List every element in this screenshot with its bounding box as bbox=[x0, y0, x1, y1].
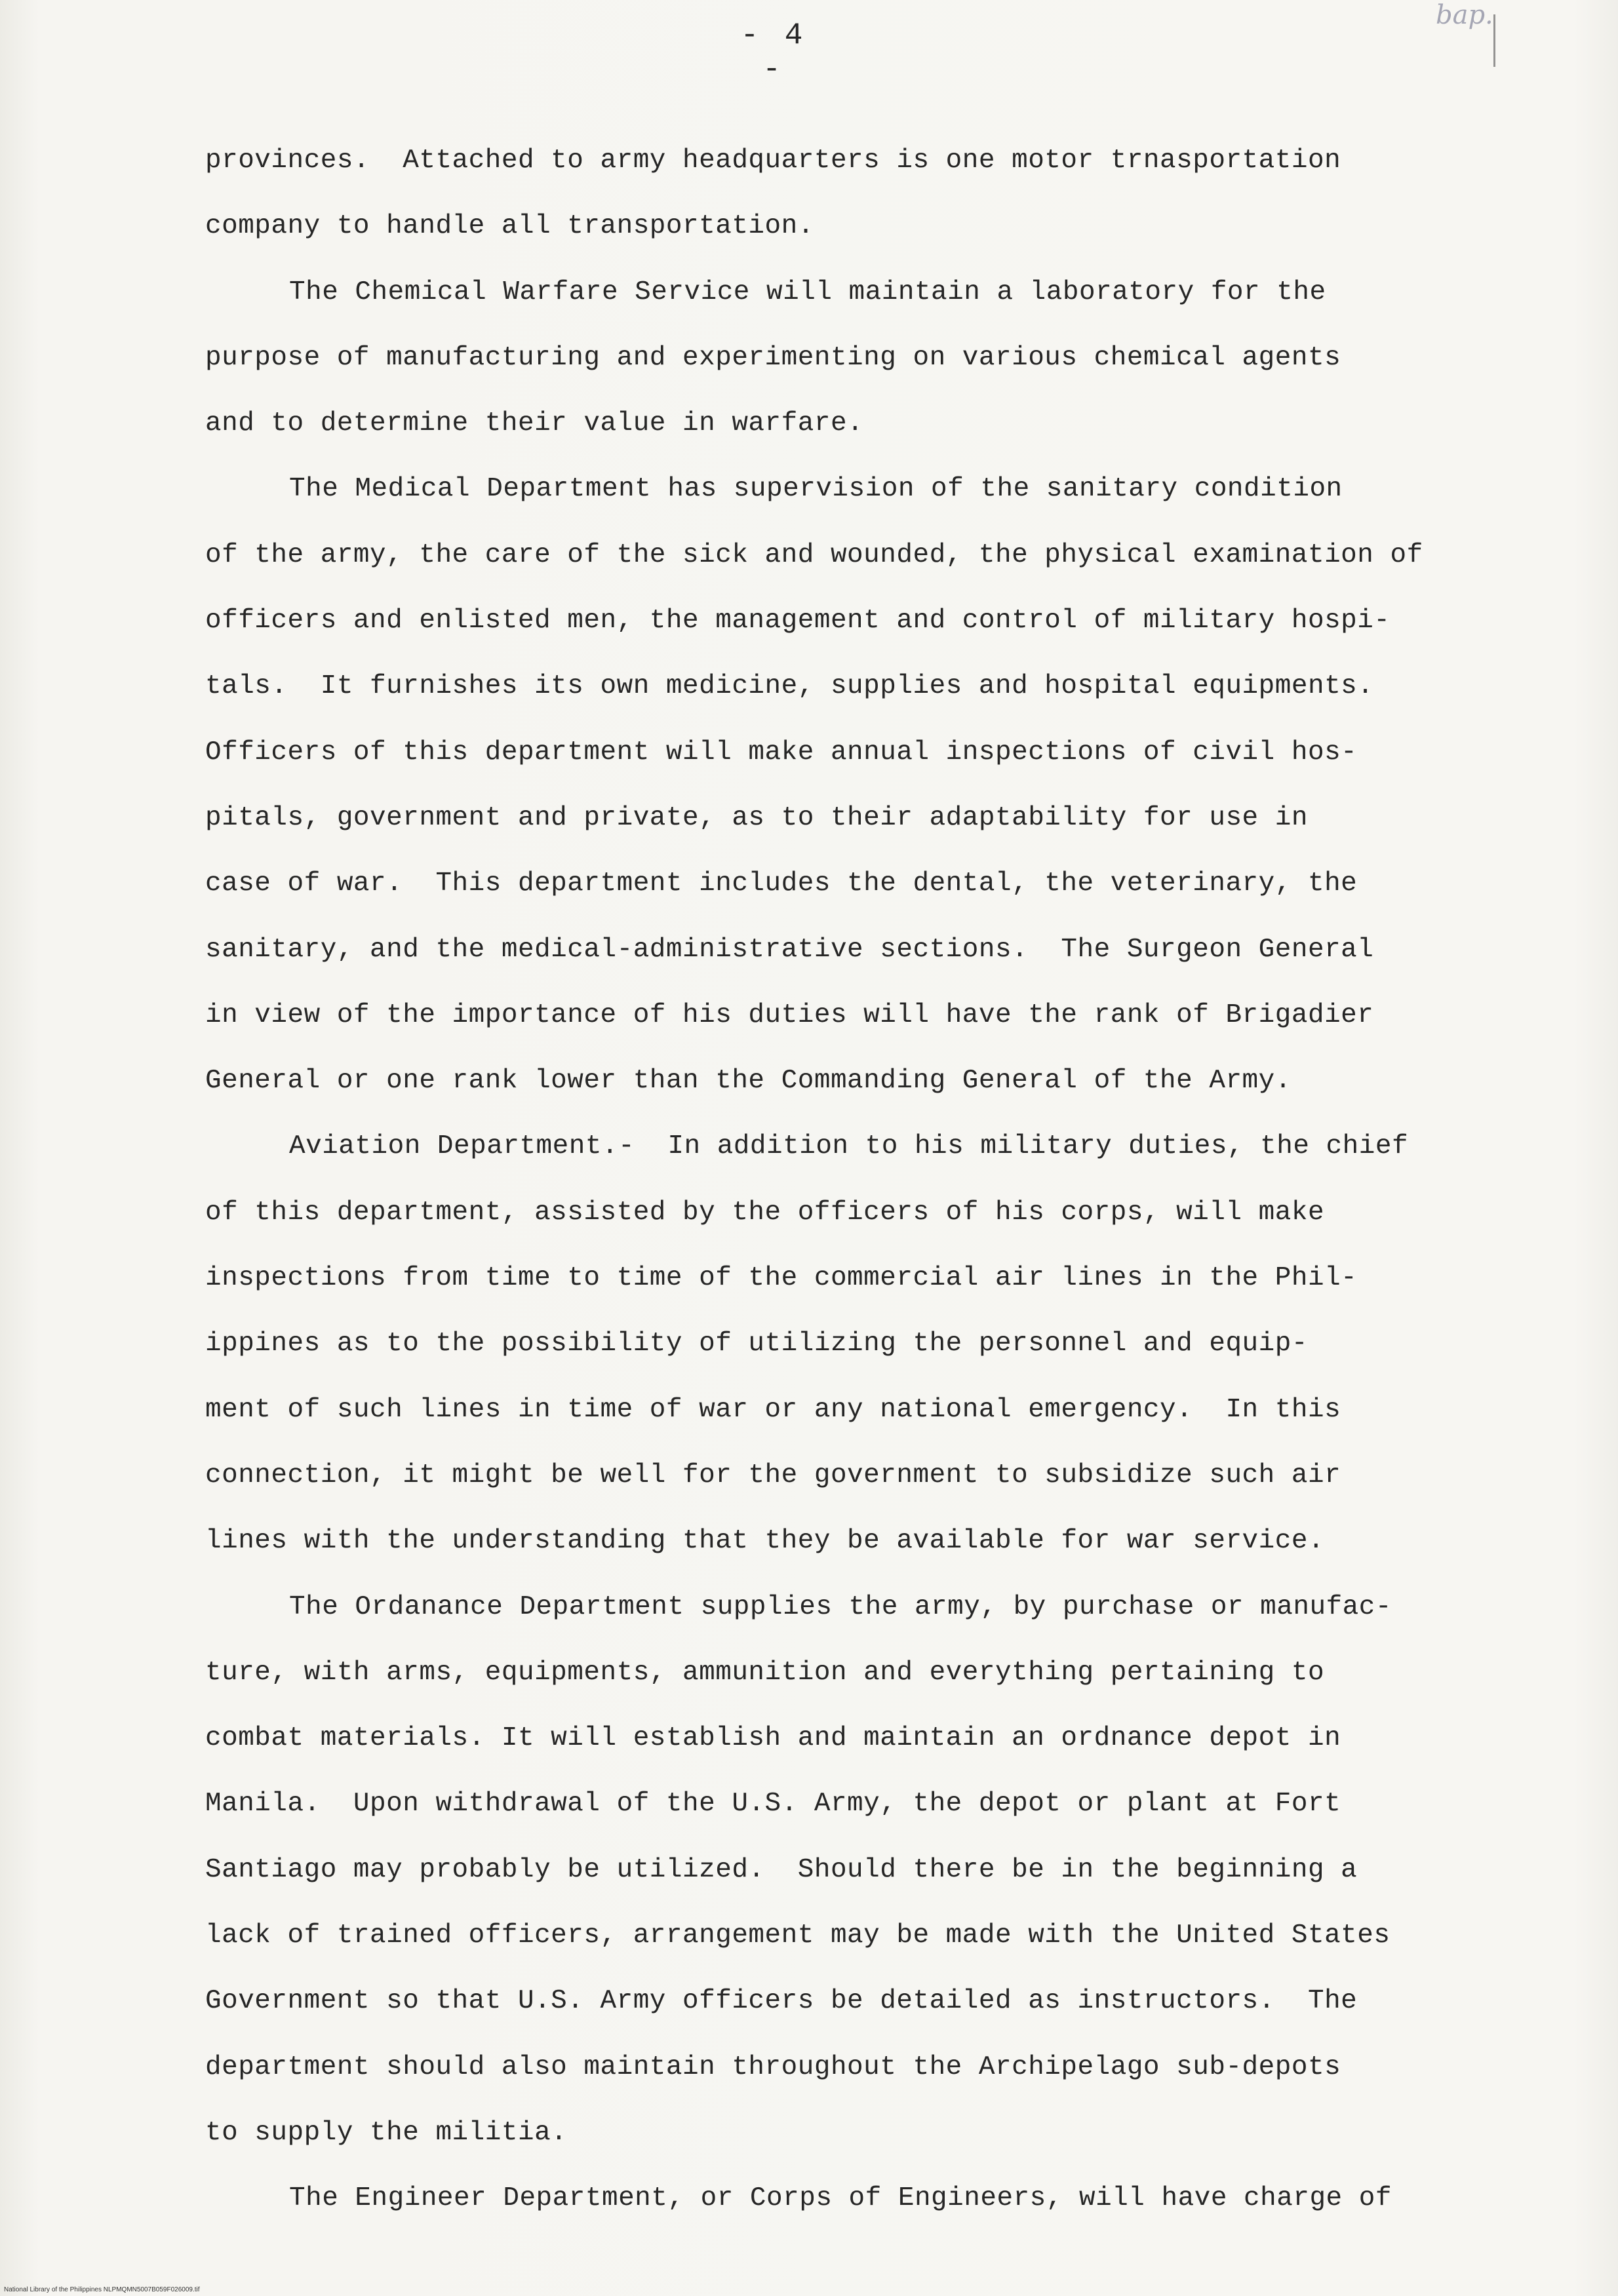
text-line: Aviation Department.- In addition to his military duties, the chief bbox=[289, 1131, 1409, 1162]
text-line: company to handle all transportation. bbox=[205, 211, 814, 242]
text-line: ippines as to the possibility of utilizing the personnel and equip- bbox=[205, 1329, 1308, 1359]
page-number: - 4 - bbox=[740, 18, 807, 87]
text-line: department should also maintain throughout the Archipelago sub-depots bbox=[205, 2052, 1341, 2082]
archive-footer: National Library of the Philippines NLPMQMN5007B059F026009.tif bbox=[4, 2286, 200, 2293]
text-line: Manila. Upon withdrawal of the U.S. Army, the depot or plant at Fort bbox=[205, 1789, 1341, 1819]
text-line: of the army, the care of the sick and wounded, the physical examination of bbox=[205, 539, 1423, 570]
text-line: case of war. This department includes the dental, the veterinary, the bbox=[205, 868, 1358, 899]
text-line: Officers of this department will make annual inspections of civil hos- bbox=[205, 737, 1358, 768]
text-line: tals. It furnishes its own medicine, supplies and hospital equipments. bbox=[205, 671, 1374, 702]
text-line: and to determine their value in warfare. bbox=[205, 408, 864, 439]
text-line: ture, with arms, equipments, ammunition and everything pertaining to bbox=[205, 1657, 1325, 1688]
text-line: ment of such lines in time of war or any national emergency. In this bbox=[205, 1394, 1341, 1425]
text-line: of this department, assisted by the officers of his corps, will make bbox=[205, 1197, 1325, 1228]
text-line: officers and enlisted men, the management and control of military hospi- bbox=[205, 606, 1391, 636]
text-line: to supply the militia. bbox=[205, 2117, 568, 2148]
text-line: combat materials. It will establish and maintain an ordnance depot in bbox=[205, 1723, 1341, 1754]
text-line: Government so that U.S. Army officers be detailed as instructors. The bbox=[205, 1986, 1358, 2017]
text-line: provinces. Attached to army headquarters is one motor trnasportation bbox=[205, 146, 1341, 176]
text-line: General or one rank lower than the Commanding General of the Army. bbox=[205, 1066, 1292, 1097]
text-line: lack of trained officers, arrangement may be made with the United States bbox=[205, 1920, 1391, 1951]
text-line: Santiago may probably be utilized. Should there be in the beginning a bbox=[205, 1854, 1358, 1885]
text-line: The Ordanance Department supplies the army, by purchase or manufac- bbox=[289, 1591, 1392, 1622]
text-line: lines with the understanding that they be available for war service. bbox=[205, 1526, 1325, 1557]
typed-text-body bbox=[205, 144, 1516, 2248]
text-line: sanitary, and the medical-administrative sections. The Surgeon General bbox=[205, 934, 1374, 965]
text-line: The Medical Department has supervision of the sanitary condition bbox=[289, 474, 1343, 505]
text-line: connection, it might be well for the government to subsidize such air bbox=[205, 1460, 1341, 1490]
text-line: pitals, government and private, as to their adaptability for use in bbox=[205, 802, 1308, 833]
text-line: The Chemical Warfare Service will maintain a laboratory for the bbox=[289, 277, 1326, 307]
text-line: in view of the importance of his duties will have the rank of Brigadier bbox=[205, 1000, 1374, 1030]
text-line: inspections from time to time of the commercial air lines in the Phil- bbox=[205, 1263, 1358, 1294]
text-line: The Engineer Department, or Corps of Engineers, will have charge of bbox=[289, 2183, 1392, 2214]
margin-pencil-mark bbox=[1493, 14, 1495, 67]
text-line: purpose of manufacturing and experimenting on various chemical agents bbox=[205, 342, 1341, 373]
margin-initials: bap. bbox=[1436, 0, 1493, 30]
